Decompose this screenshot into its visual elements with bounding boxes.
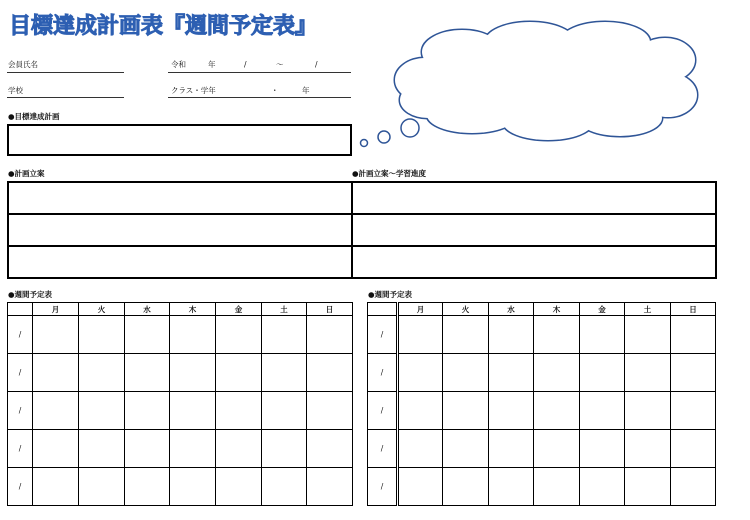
schedule-cell xyxy=(625,468,671,506)
thought-cloud-fill xyxy=(395,22,697,140)
date-from-slash: / xyxy=(244,60,247,69)
schedule-cell xyxy=(79,316,125,354)
cloud-bump xyxy=(485,22,575,62)
schedule-cell xyxy=(33,316,79,354)
schedule-row xyxy=(8,354,353,392)
schedule-cell xyxy=(307,392,353,430)
weekly-schedule-table-right xyxy=(367,302,716,506)
schedule-cell xyxy=(625,392,671,430)
day-header-sun: 日 xyxy=(307,303,353,316)
schedule-cell xyxy=(398,468,443,506)
schedule-cell xyxy=(398,316,443,354)
member-name-line xyxy=(7,72,124,73)
cloud-bump-fill xyxy=(485,22,575,62)
date-cell: / xyxy=(8,430,33,468)
schedule-cell xyxy=(580,430,625,468)
schedule-cell xyxy=(79,392,125,430)
cloud-bump-fill xyxy=(578,100,662,136)
weekly-schedule-table-left xyxy=(7,302,353,506)
schedule-cell xyxy=(443,392,489,430)
planning-progress-heading: ●計画立案～学習進度 xyxy=(352,169,427,178)
schedule-cell xyxy=(489,468,534,506)
date-cell: / xyxy=(368,316,398,354)
schedule-cell xyxy=(398,392,443,430)
planning-table xyxy=(7,181,717,279)
schedule-cell xyxy=(398,354,443,392)
planning-cell xyxy=(8,246,352,278)
schedule-cell xyxy=(79,468,125,506)
schedule-cell xyxy=(125,430,170,468)
day-header-thu: 木 xyxy=(170,303,216,316)
schedule-cell xyxy=(580,468,625,506)
schedule-cell xyxy=(489,430,534,468)
date-line xyxy=(168,72,351,73)
schedule-cell xyxy=(489,392,534,430)
schedule-row xyxy=(368,468,716,506)
cloud-bump xyxy=(400,82,456,118)
day-header-wed: 水 xyxy=(125,303,170,316)
date-cell: / xyxy=(368,354,398,392)
cloud-bump-fill xyxy=(395,58,455,102)
progress-cell xyxy=(352,246,716,278)
schedule-cell xyxy=(671,354,716,392)
date-column-header xyxy=(368,303,398,316)
schedule-cell xyxy=(216,316,262,354)
schedule-row xyxy=(368,354,716,392)
schedule-cell xyxy=(33,468,79,506)
cloud-bump-fill xyxy=(503,104,593,140)
schedule-cell xyxy=(125,354,170,392)
schedule-cell xyxy=(671,392,716,430)
date-cell: / xyxy=(8,354,33,392)
date-cell: / xyxy=(8,316,33,354)
planning-row xyxy=(8,246,716,278)
schedule-cell xyxy=(262,430,307,468)
schedule-cell xyxy=(671,316,716,354)
weekly-schedule-heading-right: ●週間予定表 xyxy=(368,290,413,299)
cloud-bump-fill xyxy=(560,22,650,62)
day-header-mon: 月 xyxy=(33,303,79,316)
planning-row xyxy=(8,182,716,214)
schedule-cell xyxy=(443,468,489,506)
cloud-bump-fill xyxy=(422,30,502,74)
schedule-row xyxy=(368,430,716,468)
schedule-cell xyxy=(580,392,625,430)
schedule-cell xyxy=(125,392,170,430)
progress-cell xyxy=(352,214,716,246)
cloud-bump xyxy=(635,38,695,82)
schedule-cell xyxy=(580,354,625,392)
schedule-cell xyxy=(125,316,170,354)
cloud-bump xyxy=(639,73,697,117)
schedule-cell xyxy=(307,354,353,392)
schedule-row xyxy=(8,392,353,430)
day-header-thu: 木 xyxy=(534,303,580,316)
cloud-bump-fill xyxy=(635,38,695,82)
schedule-row xyxy=(368,392,716,430)
schedule-cell xyxy=(671,430,716,468)
school-label: 学校 xyxy=(8,86,23,95)
weekly-schedule-heading-left: ●週間予定表 xyxy=(8,290,53,299)
day-header-fri: 金 xyxy=(216,303,262,316)
schedule-cell xyxy=(443,354,489,392)
schedule-cell xyxy=(625,430,671,468)
thought-bubble-large xyxy=(401,119,419,137)
schedule-cell xyxy=(534,392,580,430)
day-header-tue: 火 xyxy=(443,303,489,316)
schedule-cell xyxy=(33,354,79,392)
school-line xyxy=(7,97,124,98)
cloud-bump-fill xyxy=(427,97,517,133)
progress-cell xyxy=(352,182,716,214)
page-title: 目標達成計画表『週間予定表』 xyxy=(9,14,318,39)
schedule-cell xyxy=(262,354,307,392)
schedule-cell xyxy=(262,468,307,506)
schedule-cell xyxy=(170,392,216,430)
day-header-tue: 火 xyxy=(79,303,125,316)
cloud-bump xyxy=(578,100,662,136)
schedule-cell xyxy=(307,468,353,506)
date-year-label: 年 xyxy=(208,60,216,69)
class-grade-line xyxy=(168,97,351,98)
cloud-bump xyxy=(560,22,650,62)
schedule-cell xyxy=(307,316,353,354)
weekday-header-row xyxy=(368,303,716,316)
cloud-bump xyxy=(422,30,502,74)
class-grade-label: クラス・学年 xyxy=(171,86,216,95)
schedule-cell xyxy=(262,392,307,430)
schedule-cell xyxy=(671,468,716,506)
schedule-cell xyxy=(534,316,580,354)
schedule-cell xyxy=(580,316,625,354)
date-cell: / xyxy=(368,468,398,506)
cloud-bump-fill xyxy=(639,73,697,117)
schedule-cell xyxy=(625,316,671,354)
schedule-cell xyxy=(33,430,79,468)
member-name-label: 会員氏名 xyxy=(8,60,38,69)
cloud-bump xyxy=(503,104,593,140)
class-grade-year: 年 xyxy=(302,86,310,95)
cloud-bump xyxy=(427,97,517,133)
schedule-cell xyxy=(170,468,216,506)
day-header-fri: 金 xyxy=(580,303,625,316)
planning-row xyxy=(8,214,716,246)
cloud-body xyxy=(423,40,673,124)
schedule-cell xyxy=(170,354,216,392)
schedule-cell xyxy=(170,316,216,354)
date-to-slash: / xyxy=(315,60,318,69)
date-cell: / xyxy=(368,392,398,430)
schedule-cell xyxy=(79,430,125,468)
schedule-cell xyxy=(33,392,79,430)
planning-cell xyxy=(8,182,352,214)
planning-heading: ●計画立案 xyxy=(8,169,45,178)
goal-plan-box xyxy=(7,124,352,156)
schedule-row xyxy=(8,468,353,506)
schedule-cell xyxy=(534,354,580,392)
schedule-cell xyxy=(170,430,216,468)
schedule-cell xyxy=(216,354,262,392)
date-column-header xyxy=(8,303,33,316)
class-grade-separator: ・ xyxy=(271,86,279,95)
planning-cell xyxy=(8,214,352,246)
thought-bubble-medium xyxy=(378,131,390,143)
date-era-label: 令和 xyxy=(171,60,186,69)
schedule-cell xyxy=(489,354,534,392)
goal-plan-heading: ●目標達成計画 xyxy=(8,112,60,121)
day-header-mon: 月 xyxy=(398,303,443,316)
schedule-cell xyxy=(307,430,353,468)
cloud-bump-fill xyxy=(400,82,456,118)
schedule-cell xyxy=(216,468,262,506)
schedule-cell xyxy=(262,316,307,354)
schedule-row xyxy=(8,316,353,354)
schedule-cell xyxy=(79,354,125,392)
schedule-cell xyxy=(489,316,534,354)
day-header-sat: 土 xyxy=(262,303,307,316)
schedule-cell xyxy=(216,430,262,468)
schedule-cell xyxy=(534,468,580,506)
schedule-cell xyxy=(625,354,671,392)
schedule-cell xyxy=(443,430,489,468)
schedule-cell xyxy=(125,468,170,506)
thought-bubble-small xyxy=(361,140,368,147)
date-cell: / xyxy=(368,430,398,468)
thought-cloud-outline xyxy=(395,22,697,140)
thought-bubbles xyxy=(361,119,420,147)
schedule-cell xyxy=(398,430,443,468)
day-header-sat: 土 xyxy=(625,303,671,316)
date-range-tilde: ～ xyxy=(276,60,284,69)
cloud-body-fill xyxy=(423,40,673,124)
cloud-bump xyxy=(395,58,455,102)
schedule-row xyxy=(8,430,353,468)
schedule-cell xyxy=(534,430,580,468)
day-header-sun: 日 xyxy=(671,303,716,316)
date-cell: / xyxy=(8,392,33,430)
schedule-cell xyxy=(216,392,262,430)
schedule-cell xyxy=(443,316,489,354)
date-cell: / xyxy=(8,468,33,506)
schedule-row xyxy=(368,316,716,354)
day-header-wed: 水 xyxy=(489,303,534,316)
weekday-header-row xyxy=(8,303,353,316)
